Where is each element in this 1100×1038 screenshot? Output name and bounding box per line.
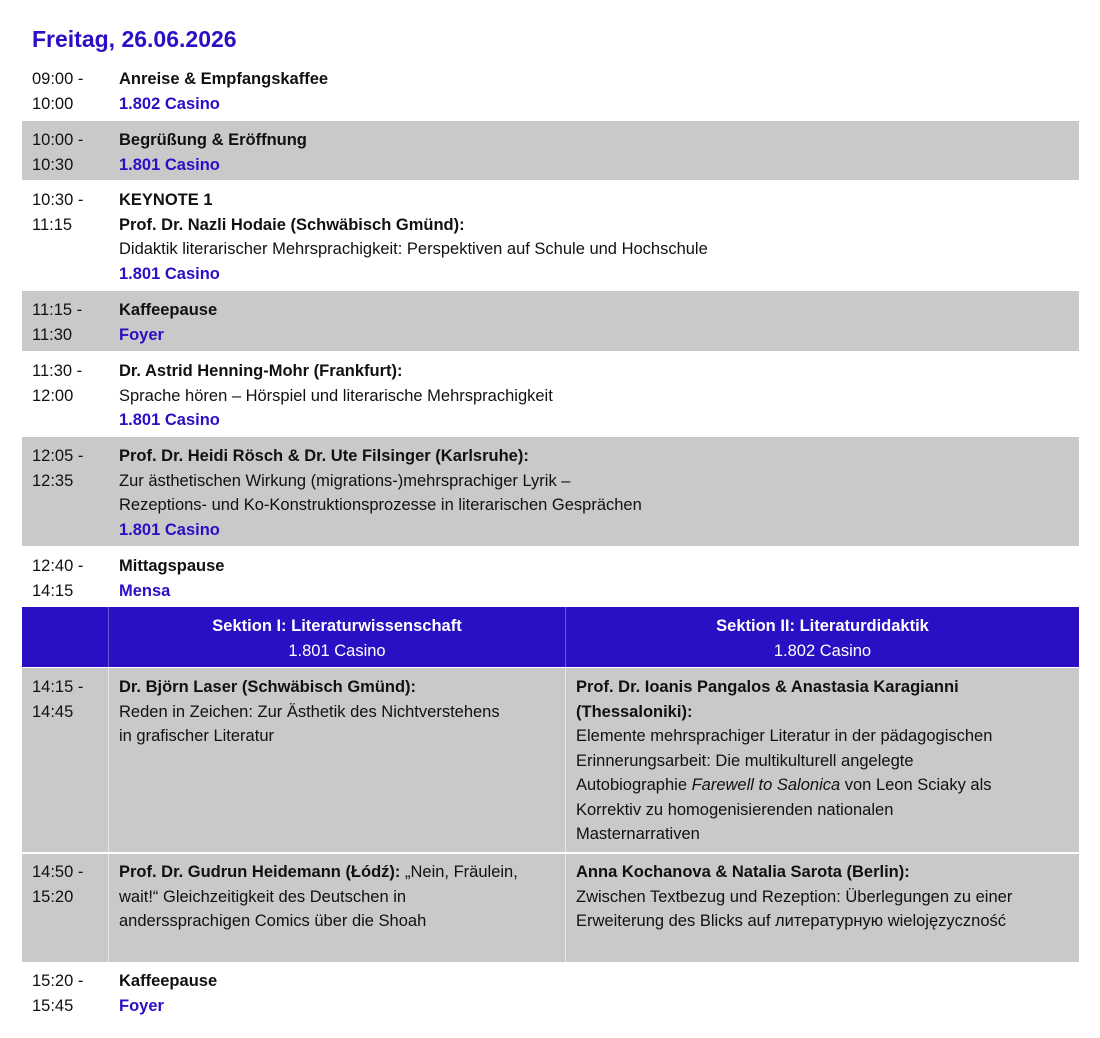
section-2-talk (576, 860, 1071, 934)
talk-title: Didaktik literarischer Mehrsprachigkeit: Perspektiven auf Schule und Hochschule (119, 240, 708, 258)
session-content (119, 444, 1059, 542)
talk-title: Sprache hören – Hörspiel und literarische Mehrsprachigkeit (119, 386, 553, 405)
time-cell (32, 67, 112, 116)
room-label: 1.801 Casino (119, 264, 220, 283)
session-content (119, 67, 1059, 116)
time-start: 11:15 - (32, 301, 83, 319)
room-label: 1.802 Casino (119, 94, 220, 113)
section-title: Sektion II: Literaturdidaktik (716, 617, 929, 635)
room-label: Foyer (119, 325, 164, 344)
session-content (119, 359, 1059, 433)
time-end: 10:30 (32, 155, 74, 174)
speaker-name: Anna Kochanova & Natalia Sarota (Berlin): (576, 863, 910, 881)
time-cell (32, 554, 112, 603)
time-start: 10:00 - (32, 131, 84, 149)
time-start: 12:40 - (32, 557, 84, 575)
talk-title-line (576, 773, 1071, 798)
speaker-name: Prof. Dr. Nazli Hodaie (Schwäbisch Gmünd): (119, 215, 465, 234)
time-end: 11:15 (32, 215, 73, 234)
time-end: 11:30 (32, 325, 73, 344)
parallel-row (22, 668, 1079, 852)
section-2-header (566, 607, 1079, 667)
talk-title-segment: Autobiographie (576, 776, 692, 794)
room-label: Mensa (119, 581, 171, 600)
talk-title-line: Erweiterung des Blicks auf литературную wielojęzyczność (576, 912, 1006, 930)
speaker-name: Prof. Dr. Ioanis Pangalos & Anastasia Karagianni (576, 678, 959, 696)
session-title: Kaffeepause (119, 301, 218, 319)
time-start: 11:30 - (32, 362, 83, 380)
section-1-talk (119, 675, 559, 749)
speaker-line (119, 860, 559, 885)
session-title: Kaffeepause (119, 972, 218, 990)
time-cell (32, 359, 112, 408)
session-content (119, 298, 1059, 347)
time-end: 14:15 (32, 581, 74, 600)
talk-title-line: Erinnerungsarbeit: Die multikulturell angelegte (576, 751, 914, 770)
time-end: 15:45 (32, 996, 74, 1015)
session-title: Anreise & Empfangskaffee (119, 70, 329, 88)
time-end: 14:45 (32, 702, 74, 721)
section-1-header (109, 607, 565, 667)
time-start: 15:20 - (32, 972, 84, 990)
time-cell (32, 444, 112, 493)
talk-title-line: Rezeptions- und Ko-Konstruktionsprozesse in literarischen Gesprächen (119, 496, 642, 514)
time-end: 12:00 (32, 386, 74, 405)
time-end: 10:00 (32, 94, 74, 113)
schedule-row (22, 121, 1079, 180)
schedule-row (22, 548, 1079, 606)
time-start: 14:15 - (32, 678, 84, 696)
session-title: Begrüßung & Eröffnung (119, 131, 307, 149)
schedule-row (22, 291, 1079, 351)
schedule-row (22, 182, 1079, 290)
section-2-talk (576, 675, 1071, 847)
time-cell (32, 675, 112, 724)
schedule-row (22, 437, 1079, 546)
talk-title-segment: „Nein, Fräulein, (400, 863, 518, 881)
room-label: 1.801 Casino (119, 411, 220, 429)
session-content (119, 554, 1059, 603)
time-cell (32, 860, 112, 909)
speaker-name: Dr. Björn Laser (Schwäbisch Gmünd): (119, 678, 417, 696)
session-content (119, 969, 1059, 1018)
parallel-row (22, 854, 1079, 962)
time-start: 09:00 - (32, 70, 84, 88)
talk-title-line: Zwischen Textbezug und Rezeption: Überlegungen zu einer (576, 887, 1013, 906)
column-divider (565, 854, 566, 962)
book-title: Farewell to Salonica (691, 776, 841, 794)
day-title: Freitag, 26.06.2026 (32, 26, 237, 52)
room-label: Foyer (119, 996, 164, 1015)
talk-title-line: anderssprachigen Comics über die Shoah (119, 912, 427, 930)
section-room: 1.801 Casino (288, 641, 386, 660)
talk-title-line: Zur ästhetischen Wirkung (migrations-)mehrsprachiger Lyrik – (119, 471, 571, 490)
column-divider (565, 668, 566, 852)
time-cell (32, 128, 112, 177)
talk-title-line: Elemente mehrsprachiger Literatur in der pädagogischen (576, 727, 993, 745)
time-cell (32, 298, 112, 347)
talk-title-line: Korrektiv zu homogenisierenden nationalen (576, 800, 894, 819)
room-label: 1.801 Casino (119, 155, 220, 174)
speaker-name: Dr. Astrid Henning-Mohr (Frankfurt): (119, 362, 403, 380)
talk-title-line: wait!“ Gleichzeitigkeit des Deutschen in (119, 887, 407, 906)
time-end: 15:20 (32, 887, 74, 906)
schedule-row (22, 353, 1079, 436)
section-header (22, 607, 1079, 667)
session-title: Mittagspause (119, 557, 225, 575)
talk-title-line: Masternarrativen (576, 825, 700, 843)
time-end: 12:35 (32, 471, 74, 490)
time-start: 12:05 - (32, 447, 84, 465)
time-cell (32, 188, 112, 237)
time-start: 10:30 - (32, 191, 84, 209)
schedule-row (22, 67, 1079, 117)
speaker-name: Prof. Dr. Gudrun Heidemann (Łódź): (119, 863, 401, 881)
section-room: 1.802 Casino (773, 641, 872, 660)
talk-title-line: Reden in Zeichen: Zur Ästhetik des Nichtverstehens (119, 702, 500, 721)
time-cell (32, 969, 112, 1018)
talk-title-segment: von Leon Sciaky als (840, 776, 992, 794)
schedule-row (22, 964, 1079, 1024)
session-content (119, 188, 1059, 286)
section-1-talk (119, 860, 559, 934)
speaker-name: (Thessaloniki): (576, 702, 693, 721)
talk-title-line: in grafischer Literatur (119, 727, 274, 745)
session-title: KEYNOTE 1 (119, 191, 213, 209)
room-label: 1.801 Casino (119, 520, 220, 539)
session-content (119, 128, 1059, 177)
time-start: 14:50 - (32, 863, 84, 881)
speaker-name: Prof. Dr. Heidi Rösch & Dr. Ute Filsinger (Karlsruhe): (119, 447, 529, 465)
section-title: Sektion I: Literaturwissenschaft (212, 617, 462, 635)
